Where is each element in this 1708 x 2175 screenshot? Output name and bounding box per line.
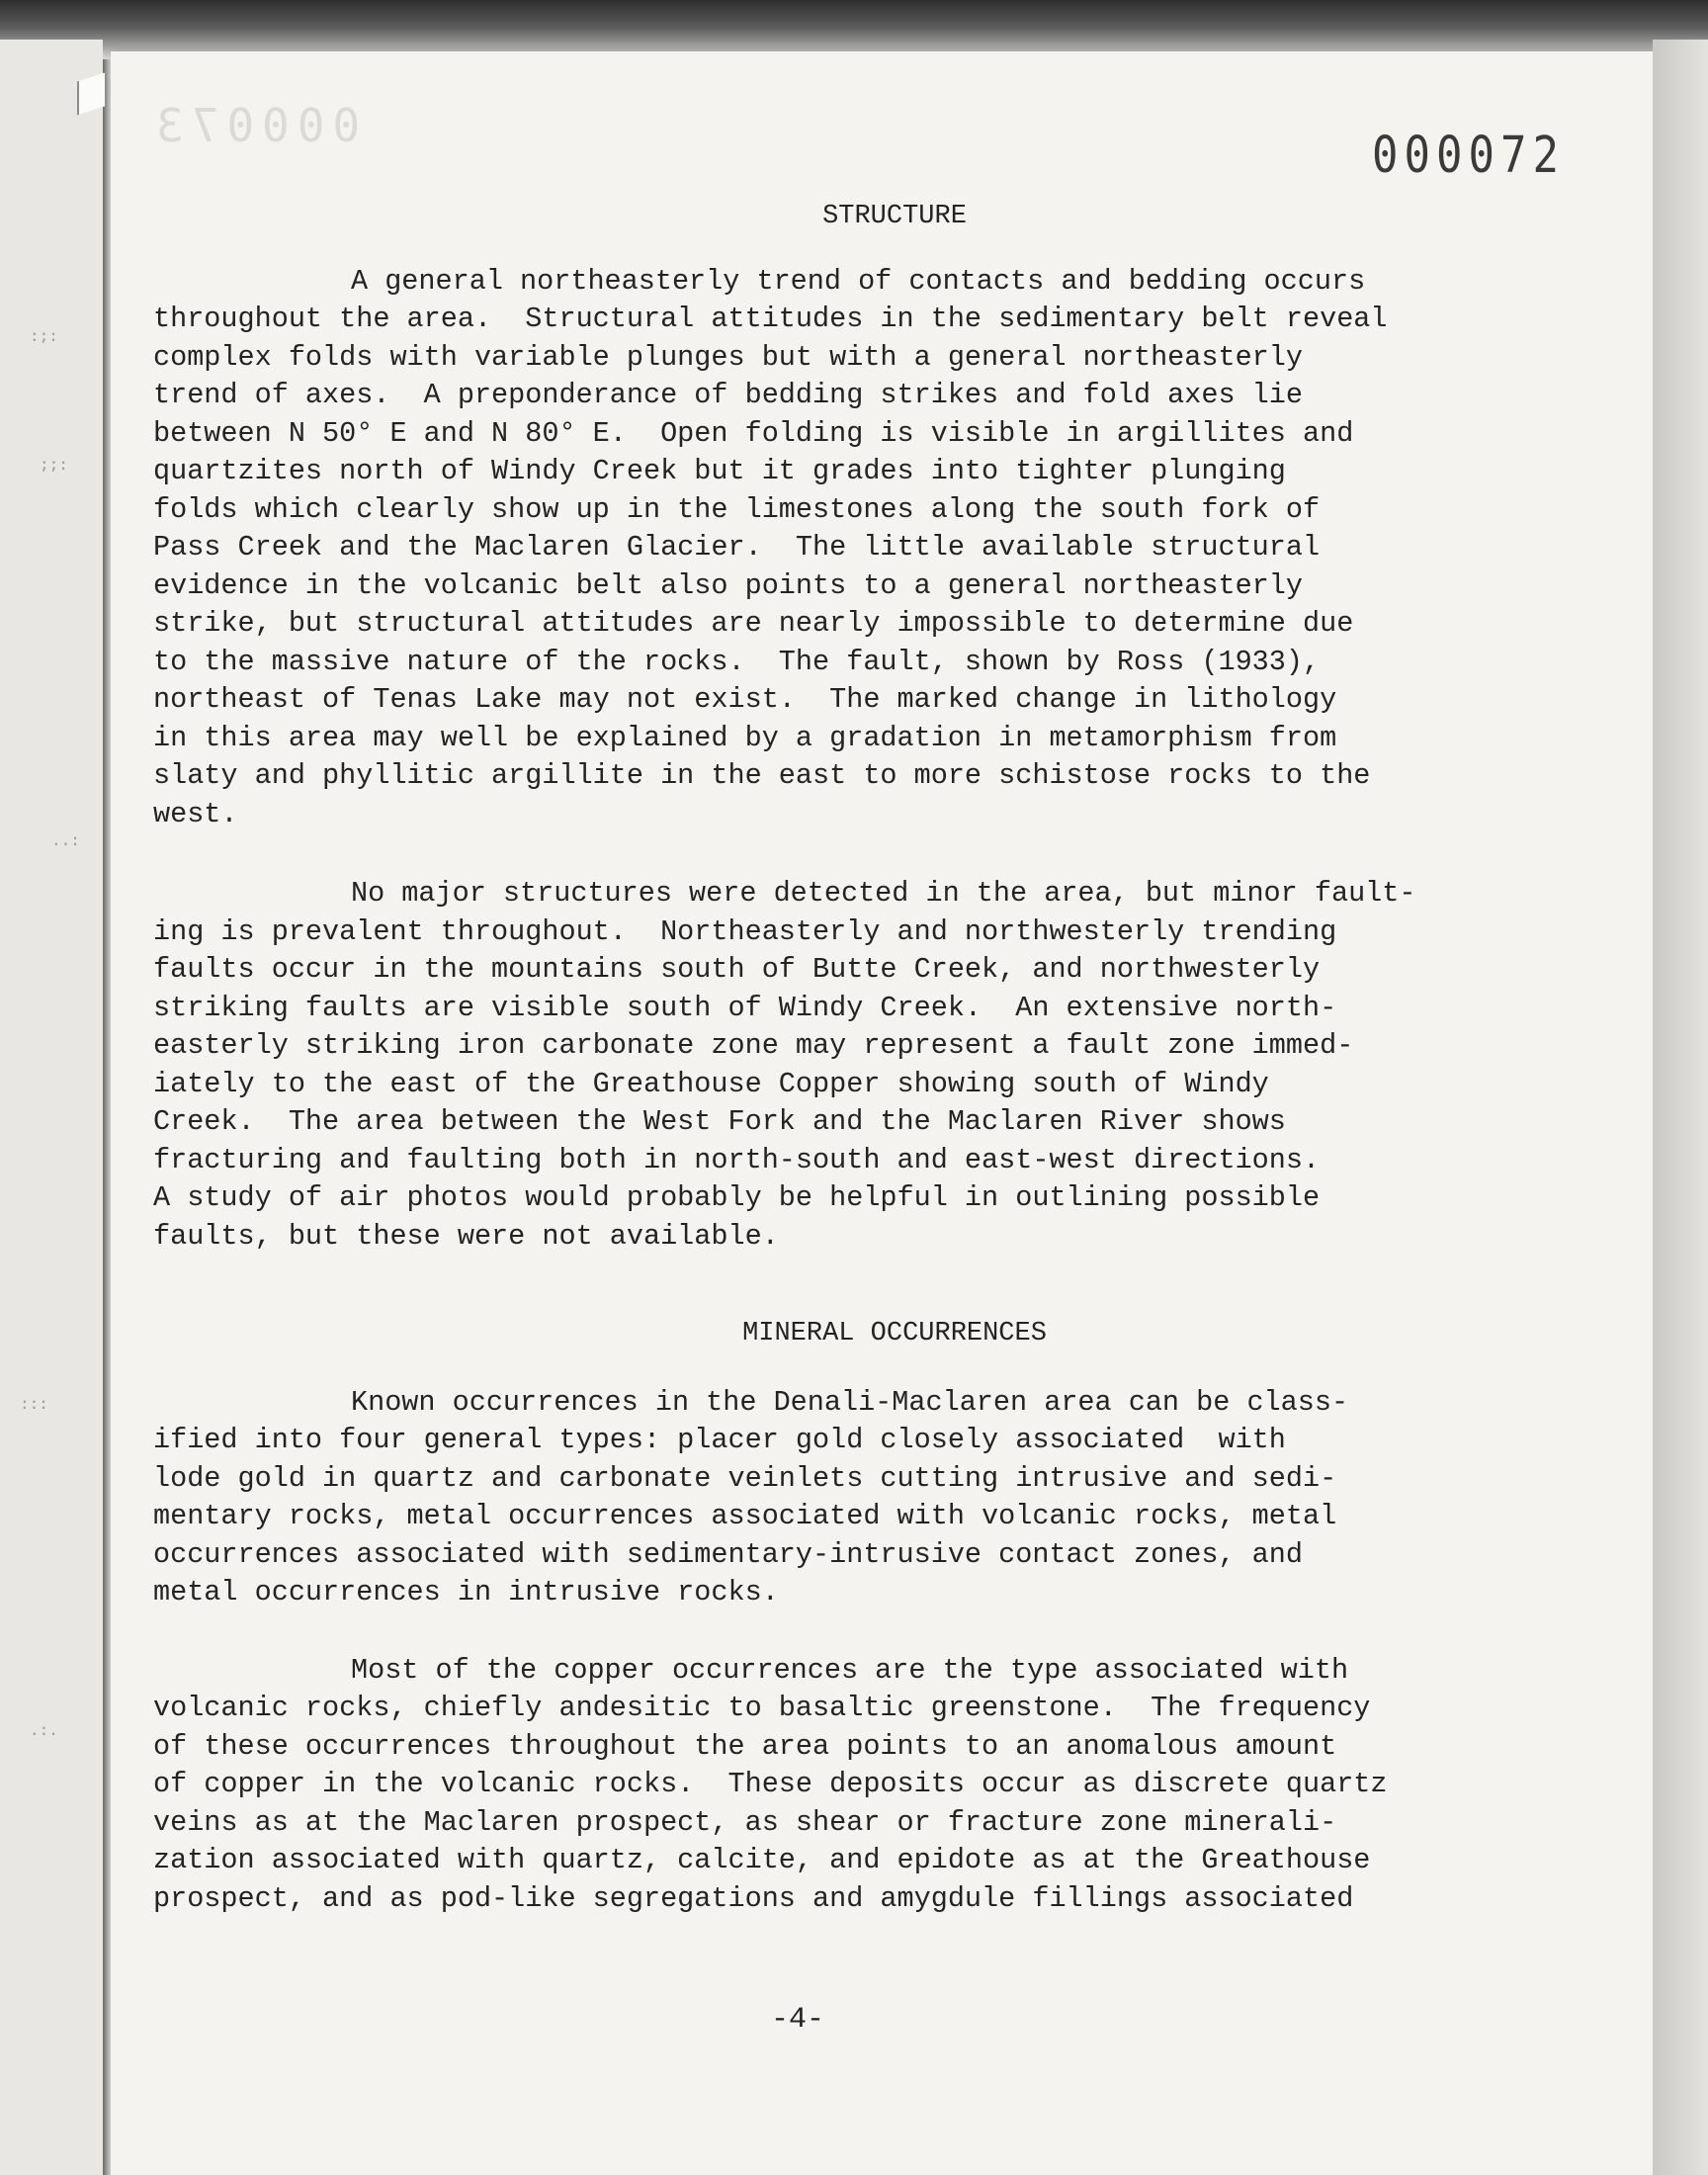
- margin-mark: ..:: [51, 830, 80, 849]
- text-line: A study of air photos would probably be helpful in outlining possible: [153, 1181, 1321, 1214]
- text-line: west.: [153, 797, 238, 830]
- margin-mark: ;;:: [40, 455, 68, 474]
- text-line: lode gold in quartz and carbonate veinlets cutting intrusive and sedi-: [153, 1461, 1337, 1495]
- text-line: fracturing and faulting both in north-south and east-west directions.: [153, 1143, 1321, 1176]
- paragraph: [153, 875, 1616, 1256]
- text-line: of copper in the volcanic rocks. These deposits occur as discrete quartz: [153, 1768, 1388, 1800]
- text-line: evidence in the volcanic belt also points to a general northeasterly: [153, 568, 1303, 602]
- text-line: Creek. The area between the West Fork and the Maclaren River shows: [153, 1105, 1286, 1138]
- text-line: between N 50° E and N 80° E. Open folding is visible in argillites and: [153, 416, 1354, 450]
- section-heading: STRUCTURE: [822, 202, 967, 231]
- paragraph: [153, 263, 1616, 834]
- text-line: ified into four general types: placer gold closely associated with: [153, 1424, 1286, 1456]
- section-heading: MINERAL OCCURRENCES: [742, 1319, 1047, 1348]
- text-line: volcanic rocks, chiefly andesitic to basaltic greenstone. The frequency: [153, 1692, 1371, 1724]
- margin-mark: .:.: [30, 1720, 58, 1739]
- text-line: Known occurrences in the Denali-Maclaren area can be class-: [351, 1385, 1349, 1419]
- text-line: metal occurrences in intrusive rocks.: [153, 1576, 779, 1609]
- text-line: faults occur in the mountains south of Butte Creek, and northwesterly: [153, 953, 1321, 986]
- binding-edge: [103, 59, 111, 2175]
- margin-mark: :;:: [30, 326, 58, 345]
- paragraph: [153, 1384, 1616, 1612]
- text-line: trend of axes. A preponderance of bedding strikes and fold axes lie: [153, 379, 1303, 411]
- text-line: Most of the copper occurrences are the type associated with: [351, 1653, 1349, 1687]
- text-line: Pass Creek and the Maclaren Glacier. The little available structural: [153, 531, 1321, 564]
- paragraph: [153, 1652, 1616, 1919]
- bleed-through-page-id: 000073: [148, 99, 361, 152]
- text-line: to the massive nature of the rocks. The fault, shown by Ross (1933),: [153, 645, 1321, 678]
- text-line: northeast of Tenas Lake may not exist. The marked change in lithology: [153, 683, 1337, 716]
- text-line: faults, but these were not available.: [153, 1219, 779, 1253]
- text-line: easterly striking iron carbonate zone may represent a fault zone immed-: [153, 1029, 1354, 1062]
- text-line: slaty and phyllitic argillite in the east to more schistose rocks to the: [153, 759, 1371, 792]
- text-line: throughout the area. Structural attitudes in the sedimentary belt reveal: [153, 303, 1388, 335]
- text-line: zation associated with quartz, calcite, and epidote as at the Greathouse: [153, 1844, 1371, 1876]
- text-line: quartzites north of Windy Creek but it grades into tighter plunging: [153, 455, 1286, 487]
- text-line: A general northeasterly trend of contacts and bedding occurs: [351, 264, 1366, 298]
- bleed-through-margin: [0, 40, 103, 2175]
- text-line: mentary rocks, metal occurrences associated with volcanic rocks, metal: [153, 1500, 1337, 1532]
- page-id-stamp: 000072: [1372, 127, 1565, 185]
- text-line: in this area may well be explained by a gradation in metamorphism from: [153, 721, 1337, 754]
- document-body: [153, 198, 1616, 1918]
- page-right-edge: [1653, 40, 1708, 2175]
- text-line: striking faults are visible south of Windy Creek. An extensive north-: [153, 991, 1337, 1024]
- margin-mark: :::: [20, 1394, 48, 1413]
- text-line: veins as at the Maclaren prospect, as shear or fracture zone minerali-: [153, 1805, 1337, 1839]
- folio-number: -4-: [771, 2003, 825, 2037]
- text-line: prospect, and as pod-like segregations and amygdule fillings associated: [153, 1881, 1354, 1915]
- text-line: No major structures were detected in the area, but minor fault-: [351, 877, 1416, 910]
- text-line: iately to the east of the Greathouse Copper showing south of Windy: [153, 1067, 1269, 1100]
- text-line: folds which clearly show up in the limestones along the south fork of: [153, 492, 1321, 526]
- text-line: ing is prevalent throughout. Northeasterly and northwesterly trending: [153, 914, 1337, 948]
- text-line: of these occurrences throughout the area points to an anomalous amount: [153, 1729, 1337, 1763]
- text-line: occurrences associated with sedimentary-intrusive contact zones, and: [153, 1537, 1303, 1571]
- text-line: complex folds with variable plunges but with a general northeasterly: [153, 340, 1303, 374]
- text-line: strike, but structural attitudes are nearly impossible to determine due: [153, 607, 1354, 640]
